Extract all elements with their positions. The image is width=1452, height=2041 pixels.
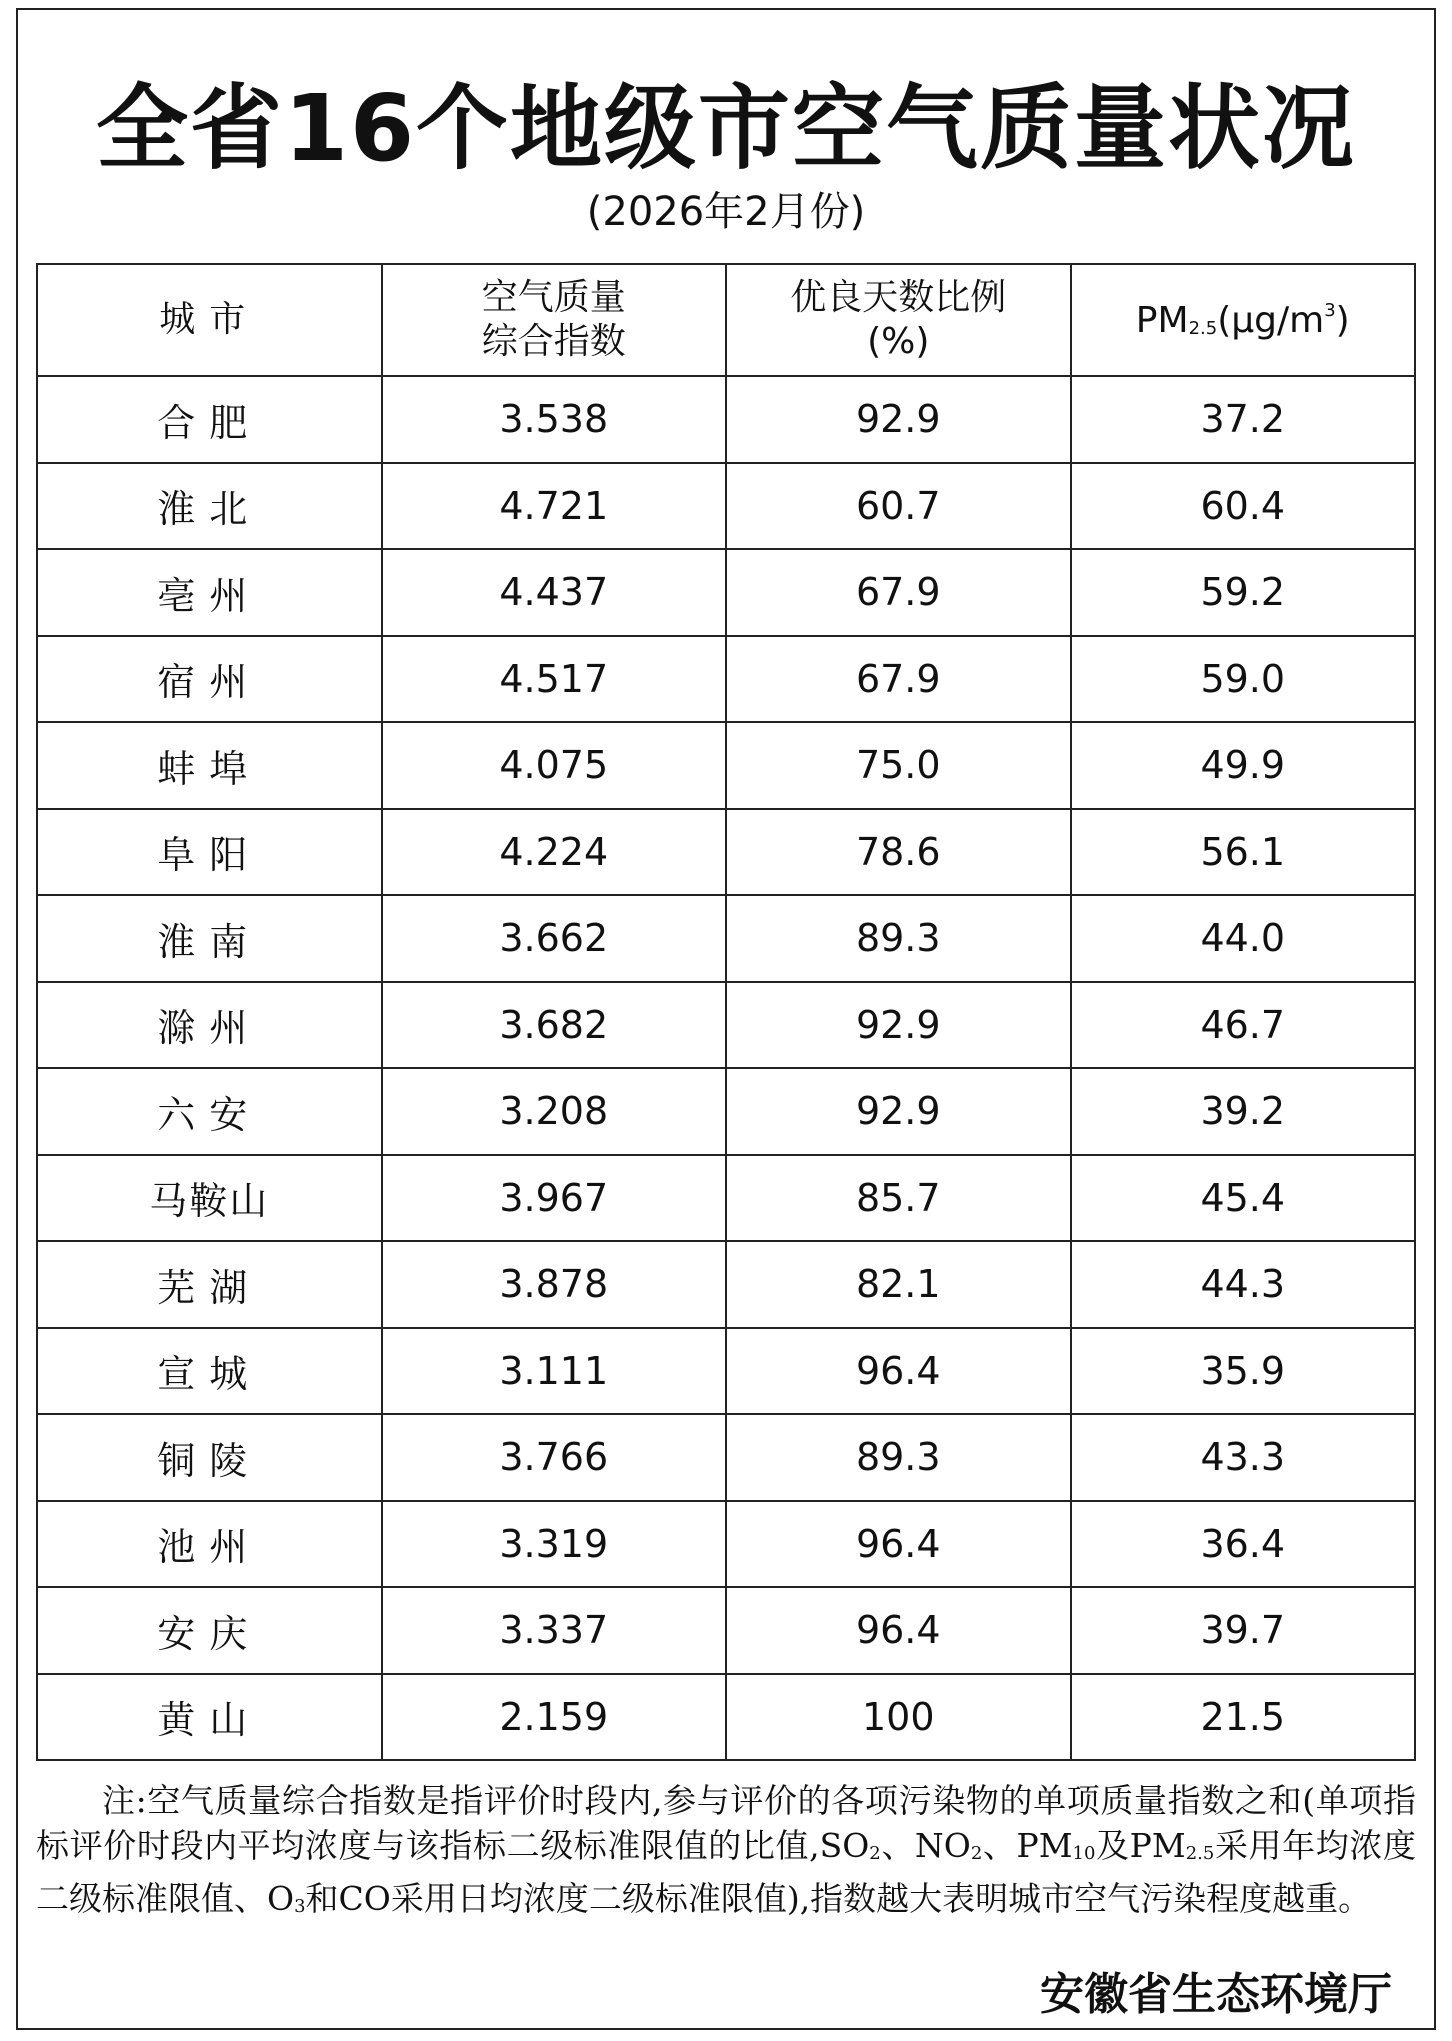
table-row <box>37 1241 1415 1328</box>
cell-city: 黄山 <box>37 1674 382 1761</box>
cell-composite-index: 4.721 <box>382 463 727 550</box>
cell-pm25: 44.3 <box>1071 1241 1416 1328</box>
note-part1: 注:空气质量综合指数是指评价时段内,参与评价的各项污染物的单项质量指数之和(单项指标评价时段内平均浓度与该指标二级标准限值的比值,SO <box>36 1781 1416 1865</box>
table-row <box>37 549 1415 636</box>
cell-city: 铜陵 <box>37 1414 382 1501</box>
cell-composite-index: 3.967 <box>382 1155 727 1242</box>
cell-pm25: 39.7 <box>1071 1587 1416 1674</box>
cell-composite-index: 3.337 <box>382 1587 727 1674</box>
cell-good-days-ratio: 89.3 <box>726 895 1071 982</box>
cell-good-days-ratio: 92.9 <box>726 1068 1071 1155</box>
table-row <box>37 1587 1415 1674</box>
cell-composite-index: 4.075 <box>382 722 727 809</box>
cell-pm25: 45.4 <box>1071 1155 1416 1242</box>
cell-good-days-ratio: 78.6 <box>726 809 1071 896</box>
table-row <box>37 1155 1415 1242</box>
note-sep2: 、PM <box>982 1826 1073 1865</box>
cell-city: 亳州 <box>37 549 382 636</box>
note-part3: 和CO采用日均浓度二级标准限值),指数越大表明城市空气污染程度越重。 <box>305 1879 1372 1918</box>
cell-pm25: 44.0 <box>1071 895 1416 982</box>
table-row <box>37 376 1415 463</box>
header-pm-sup: 3 <box>1324 300 1336 321</box>
cell-city: 池州 <box>37 1501 382 1588</box>
table-row <box>37 1328 1415 1415</box>
header-pm-prefix: PM <box>1135 300 1189 341</box>
cell-composite-index: 3.319 <box>382 1501 727 1588</box>
cell-good-days-ratio: 60.7 <box>726 463 1071 550</box>
table-row <box>37 1068 1415 1155</box>
note-pm25-sub: 2.5 <box>1185 1843 1215 1864</box>
cell-good-days-ratio: 75.0 <box>726 722 1071 809</box>
cell-good-days-ratio: 85.7 <box>726 1155 1071 1242</box>
cell-composite-index: 3.662 <box>382 895 727 982</box>
cell-pm25: 60.4 <box>1071 463 1416 550</box>
note-part2: 采用年均浓度二级标准限值、O <box>36 1826 1417 1918</box>
cell-pm25: 37.2 <box>1071 376 1416 463</box>
cell-good-days-ratio: 67.9 <box>726 549 1071 636</box>
cell-city: 安庆 <box>37 1587 382 1674</box>
cell-good-days-ratio: 92.9 <box>726 982 1071 1069</box>
cell-good-days-ratio: 96.4 <box>726 1501 1071 1588</box>
cell-city: 淮北 <box>37 463 382 550</box>
table-row <box>37 1414 1415 1501</box>
cell-city: 阜阳 <box>37 809 382 896</box>
cell-city: 芜湖 <box>37 1241 382 1328</box>
table-row <box>37 722 1415 809</box>
cell-good-days-ratio: 92.9 <box>726 376 1071 463</box>
cell-composite-index: 3.208 <box>382 1068 727 1155</box>
header-ratio-line1: 优良天数比例 <box>790 277 1007 318</box>
header-index-line1: 空气质量 <box>481 277 626 318</box>
issuing-agency: 安徽省生态环境厅 <box>1040 1969 1392 2020</box>
cell-city: 合肥 <box>37 376 382 463</box>
table-row <box>37 982 1415 1069</box>
cell-pm25: 49.9 <box>1071 722 1416 809</box>
cell-pm25: 56.1 <box>1071 809 1416 896</box>
table-row <box>37 1501 1415 1588</box>
cell-pm25: 59.2 <box>1071 549 1416 636</box>
cell-good-days-ratio: 96.4 <box>726 1328 1071 1415</box>
cell-city: 滁州 <box>37 982 382 1069</box>
air-quality-table <box>36 263 1416 1761</box>
cell-pm25: 46.7 <box>1071 982 1416 1069</box>
cell-city: 六安 <box>37 1068 382 1155</box>
cell-good-days-ratio: 67.9 <box>726 636 1071 723</box>
cell-city: 蚌埠 <box>37 722 382 809</box>
header-pm25 <box>1071 264 1416 376</box>
table-row <box>37 1674 1415 1761</box>
cell-pm25: 36.4 <box>1071 1501 1416 1588</box>
cell-pm25: 43.3 <box>1071 1414 1416 1501</box>
table-row <box>37 463 1415 550</box>
header-ratio-line2: (%) <box>867 321 930 362</box>
page-title: 全省16个地级市空气质量状况 <box>95 75 1357 182</box>
note-sep1: 、NO <box>880 1826 971 1865</box>
cell-composite-index: 3.878 <box>382 1241 727 1328</box>
cell-pm25: 59.0 <box>1071 636 1416 723</box>
note-so2-sub: 2 <box>869 1843 881 1864</box>
page-subtitle: (2026年2月份) <box>586 189 866 235</box>
cell-composite-index: 3.766 <box>382 1414 727 1501</box>
header-index-line2: 综合指数 <box>481 321 626 362</box>
cell-composite-index: 3.111 <box>382 1328 727 1415</box>
table-row <box>37 636 1415 723</box>
header-composite-index <box>382 264 727 376</box>
cell-good-days-ratio: 89.3 <box>726 1414 1071 1501</box>
cell-pm25: 35.9 <box>1071 1328 1416 1415</box>
header-pm-unit-open: (μg/m <box>1217 300 1325 341</box>
note-sep3: 及PM <box>1095 1826 1186 1865</box>
cell-composite-index: 2.159 <box>382 1674 727 1761</box>
footnote <box>36 1778 1416 1929</box>
cell-good-days-ratio: 100 <box>726 1674 1071 1761</box>
table-row <box>37 809 1415 896</box>
cell-good-days-ratio: 82.1 <box>726 1241 1071 1328</box>
table-row <box>37 895 1415 982</box>
cell-city: 宿州 <box>37 636 382 723</box>
cell-composite-index: 4.517 <box>382 636 727 723</box>
cell-composite-index: 4.224 <box>382 809 727 896</box>
header-pm-sub: 2.5 <box>1188 318 1218 339</box>
cell-pm25: 21.5 <box>1071 1674 1416 1761</box>
cell-composite-index: 3.682 <box>382 982 727 1069</box>
header-pm-unit-close: ) <box>1335 300 1350 341</box>
note-pm10-sub: 10 <box>1072 1843 1096 1864</box>
note-o3-sub: 3 <box>294 1896 306 1917</box>
table-header-row <box>37 264 1415 376</box>
cell-composite-index: 3.538 <box>382 376 727 463</box>
cell-city: 马鞍山 <box>37 1155 382 1242</box>
cell-composite-index: 4.437 <box>382 549 727 636</box>
cell-city: 淮南 <box>37 895 382 982</box>
header-city: 城市 <box>37 264 382 376</box>
cell-city: 宣城 <box>37 1328 382 1415</box>
cell-good-days-ratio: 96.4 <box>726 1587 1071 1674</box>
header-good-days-ratio <box>726 264 1071 376</box>
note-no2-sub: 2 <box>970 1843 983 1864</box>
cell-pm25: 39.2 <box>1071 1068 1416 1155</box>
